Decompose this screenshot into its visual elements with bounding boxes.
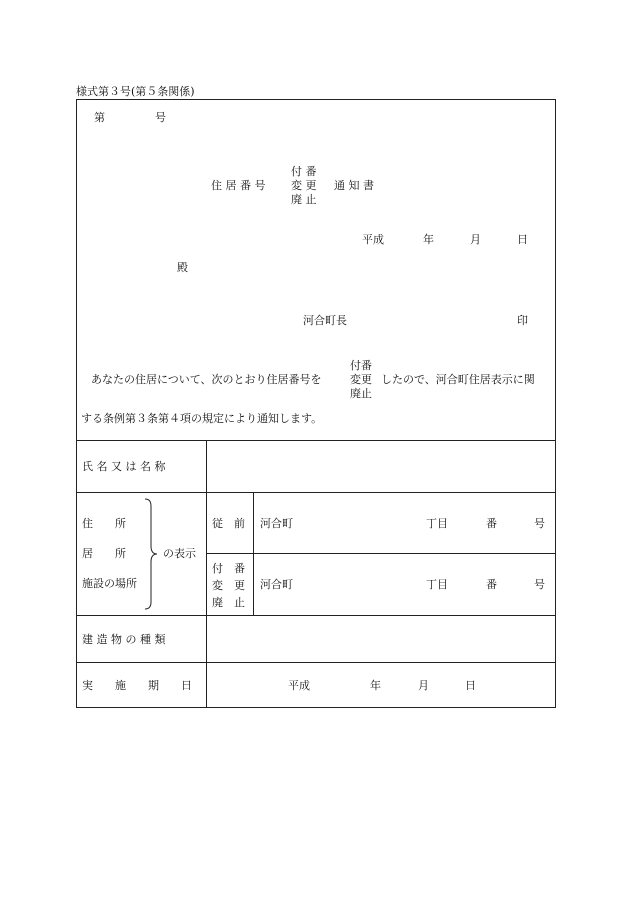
body-option-henko: 変更 bbox=[350, 373, 372, 386]
address-brace-icon bbox=[143, 498, 159, 610]
current-ban: 番 bbox=[486, 578, 497, 591]
divider-label-column bbox=[206, 440, 207, 708]
form-label: 様式第３号(第５条関係) bbox=[76, 85, 195, 98]
issuer-title: 河合町長 bbox=[303, 314, 347, 327]
notice-date-month: 月 bbox=[470, 233, 481, 246]
table-date-year: 年 bbox=[370, 679, 381, 692]
current-option-haishi: 廃 止 bbox=[212, 596, 245, 609]
table-date-day: 日 bbox=[465, 679, 476, 692]
divider-name-row bbox=[76, 492, 556, 493]
current-go: 号 bbox=[534, 578, 545, 591]
current-town: 河合町 bbox=[260, 578, 293, 591]
title-option-haishi: 廃 止 bbox=[291, 193, 317, 206]
previous-ban: 番 bbox=[486, 517, 497, 530]
divider-building-row bbox=[76, 662, 556, 663]
body-text-line1-after: したので、河合町住居表示に関 bbox=[381, 373, 535, 386]
notice-title-prefix: 住 居 番 号 bbox=[211, 179, 266, 192]
body-option-fuban: 付番 bbox=[350, 359, 372, 372]
current-option-henko: 変 更 bbox=[212, 579, 245, 592]
notice-date-era: 平成 bbox=[362, 233, 384, 246]
current-option-fuban: 付 番 bbox=[212, 562, 245, 575]
body-text-line1-before: あなたの住居について、次のとおり住居番号を bbox=[91, 373, 322, 386]
body-options bbox=[350, 359, 372, 401]
previous-go: 号 bbox=[534, 517, 545, 530]
current-chome: 丁目 bbox=[426, 578, 448, 591]
body-text-line2: する条例第３条第４項の規定により通知します。 bbox=[81, 412, 323, 425]
notice-date-year: 年 bbox=[423, 233, 434, 246]
notice-title-options bbox=[291, 165, 317, 207]
previous-chome: 丁目 bbox=[426, 517, 448, 530]
divider-top-of-table bbox=[76, 440, 556, 441]
name-label: 氏 名 又 は 名 称 bbox=[82, 460, 166, 473]
title-option-henko: 変 更 bbox=[291, 179, 317, 192]
notice-date-day: 日 bbox=[517, 233, 528, 246]
date-label: 実 施 期 日 bbox=[82, 679, 192, 692]
address-suffix: の表示 bbox=[163, 547, 196, 560]
divider-address-row bbox=[76, 615, 556, 616]
body-option-haishi: 廃止 bbox=[350, 387, 372, 400]
addressee-suffix: 殿 bbox=[177, 261, 188, 274]
address-label-jusho: 住 所 bbox=[82, 517, 126, 530]
notice-number-prefix: 第 bbox=[94, 111, 105, 124]
building-label: 建 造 物 の 種 類 bbox=[82, 633, 166, 646]
notice-number-suffix: 号 bbox=[155, 111, 166, 124]
address-label-shisetsu: 施設の場所 bbox=[82, 577, 137, 590]
table-date-month: 月 bbox=[418, 679, 429, 692]
divider-address-inner bbox=[206, 553, 556, 554]
table-date-era: 平成 bbox=[288, 679, 310, 692]
notice-title-suffix: 通 知 書 bbox=[334, 179, 374, 192]
address-label-kyosho: 居 所 bbox=[82, 547, 126, 560]
current-options bbox=[212, 560, 245, 611]
title-option-fuban: 付 番 bbox=[291, 165, 317, 178]
previous-town: 河合町 bbox=[260, 517, 293, 530]
seal-mark: 印 bbox=[517, 314, 528, 327]
previous-label: 従 前 bbox=[212, 517, 245, 530]
divider-sub-column bbox=[253, 492, 254, 615]
